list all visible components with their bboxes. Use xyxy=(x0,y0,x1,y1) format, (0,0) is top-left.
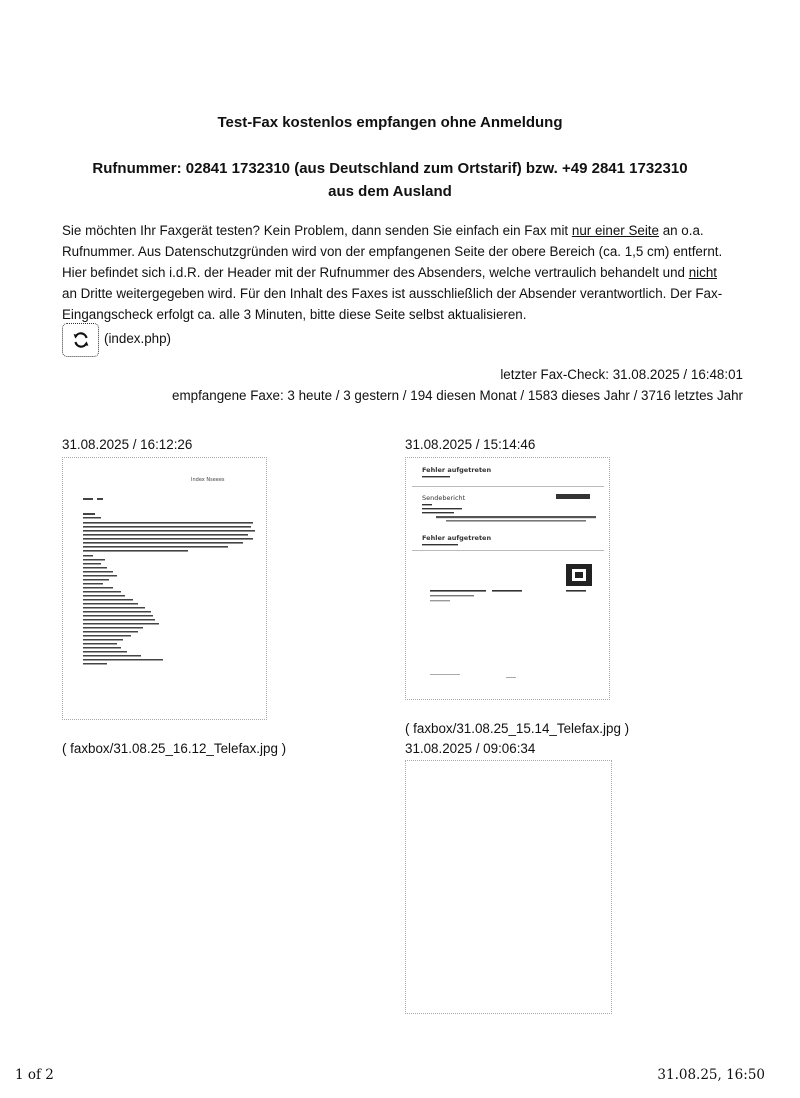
fax-filename[interactable]: ( faxbox/31.08.25_16.12_Telefax.jpg ) xyxy=(62,741,287,756)
svg-text:Fehler aufgetreten: Fehler aufgetreten xyxy=(422,534,492,542)
phone-number-line-abroad: aus dem Ausland xyxy=(328,183,452,200)
refresh-icon xyxy=(72,331,90,349)
page-number: 1 of 2 xyxy=(15,1067,54,1083)
page-title: Test-Fax kostenlos empfangen ohne Anmeldung xyxy=(217,114,563,131)
not-emphasis: nicht xyxy=(688,265,718,280)
svg-text:Sendebericht: Sendebericht xyxy=(422,494,466,502)
phone-number-heading xyxy=(60,157,720,203)
fax-date: 31.08.2025 / 16:12:26 xyxy=(62,437,193,452)
refresh-link[interactable]: (index.php) xyxy=(104,331,171,346)
fax-thumbnail[interactable] xyxy=(62,457,267,720)
fax-page-image xyxy=(63,458,266,719)
fax-counts: empfangene Faxe: 3 heute / 3 gestern / 194 diesen Monat / 1583 dieses Jahr / 3716 letztes Jahr xyxy=(172,388,743,403)
print-datetime: 31.08.25, 16:50 xyxy=(657,1067,765,1083)
svg-text:Fehler aufgetreten: Fehler aufgetreten xyxy=(422,466,492,474)
fax-page-image xyxy=(406,458,609,699)
one-page-note: nur einer Seite xyxy=(571,223,659,238)
phone-number-line: Rufnummer: 02841 1732310 (aus Deutschland zum Ortstarif) bzw. +49 2841 1732310 xyxy=(92,160,688,177)
fax-date: 31.08.2025 / 15:14:46 xyxy=(405,437,536,452)
refresh-button[interactable] xyxy=(62,323,99,357)
fax-page-image xyxy=(406,761,611,1013)
intro-text: Sie möchten Ihr Faxgerät testen? Kein Problem, dann senden Sie einfach ein Fax mit nur einer Seite an o.a. Rufnummer. Aus Datenschutzgründen wird von der empfangenen Seite der obere Bereich (ca. 1,5 cm) entfernt. Hier befindet sich i.d.R. der Header mit der Rufnummer des Absenders, welche vertraulich behandelt und nicht an Dritte weitergegeben wird. Für den Inhalt des Faxes ist ausschließlich der Absender verantwortlich. Der Fax-Eingangscheck erfolgt ca. alle 3 Minuten, bitte diese Seite selbst aktualisieren. xyxy=(62,223,723,322)
fax-date: 31.08.2025 / 09:06:34 xyxy=(405,741,536,756)
fax-thumbnail[interactable] xyxy=(405,760,612,1014)
fax-filename[interactable]: ( faxbox/31.08.25_15.14_Telefax.jpg ) xyxy=(405,721,630,736)
fax-thumbnail[interactable] xyxy=(405,457,610,700)
last-check: letzter Fax-Check: 31.08.2025 / 16:48:01 xyxy=(500,367,743,382)
svg-text:Index Nseees: Index Nseees xyxy=(191,477,225,483)
